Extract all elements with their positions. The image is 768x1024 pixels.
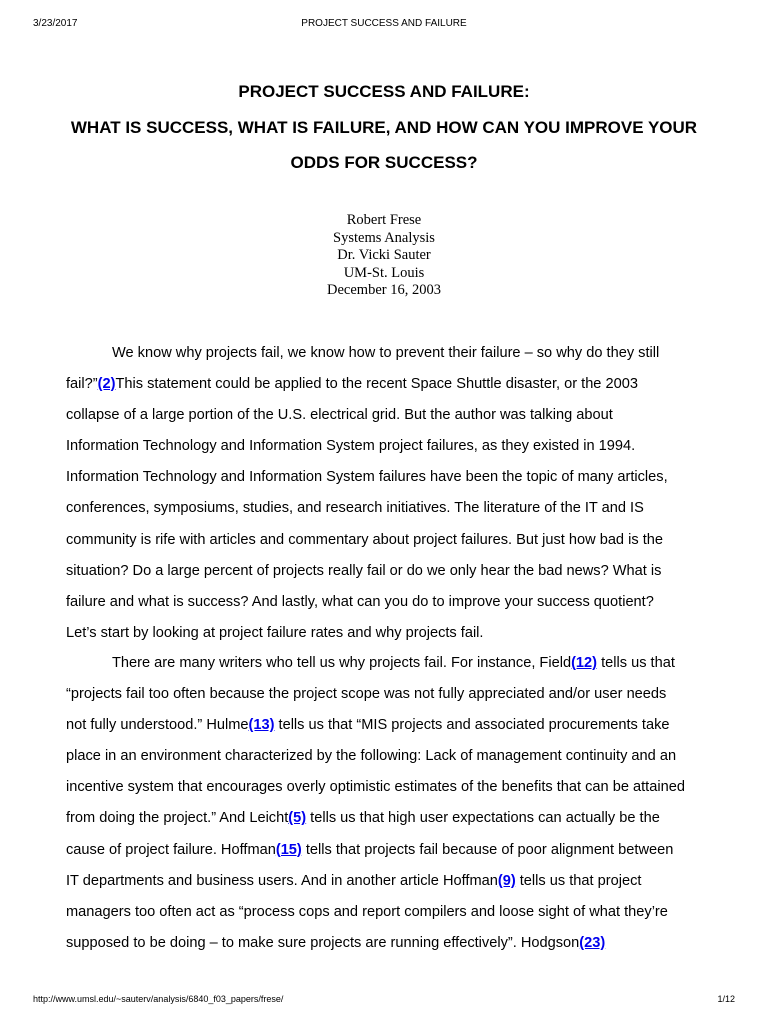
text-line: incentive system that encourages overly optimistic estimates of the benefits that can be attained [66,779,685,796]
page-number: 1/12 [717,994,735,1004]
text-line: “projects fail too often because the project scope was not fully appreciated and/or user needs [66,686,667,703]
text-line: We know why projects fail, we know how to prevent their failure – so why do they still [112,345,660,361]
title-line-1: PROJECT SUCCESS AND FAILURE: [238,82,530,101]
reference-link-9[interactable]: (9) [497,872,516,889]
text-line [66,928,716,959]
reference-link-15[interactable]: (15) [275,841,302,858]
instructor-name: Dr. Vicki Sauter [337,247,431,264]
text-line: Let’s start by looking at project failure rates and why projects fail. [66,624,484,641]
text-line: Information Technology and Information System project failures, as they existed in 1994. [66,438,636,455]
text-line: situation? Do a large percent of projects really fail or do we only hear the bad news? What is [66,562,662,579]
text-run: supposed to be doing – to make sure projects are running effectively”. Hodgson [66,934,580,951]
text-run: This statement could be applied to the recent Space Shuttle disaster, or the 2003 [115,376,638,393]
print-header [0,17,768,31]
reference-link-5[interactable]: (5) [288,810,307,827]
print-date: 3/23/2017 [33,18,78,29]
text-run: from doing the project.” And Leicht [66,810,289,827]
text-line: collapse of a large portion of the U.S. electrical grid. But the author was talking about [66,407,613,424]
text-line: Information Technology and Information System failures have been the topic of many articles, [66,469,668,486]
paragraph-2 [66,648,716,959]
text-line [66,835,716,866]
course-name: Systems Analysis [333,229,435,246]
text-run: tells us that “MIS projects and associated procurements take [274,717,670,734]
text-line: managers too often act as “process cops and report compilers and loose sight of what they’re [66,903,668,920]
text-run: There are many writers who tell us why projects fail. For instance, Field [112,655,572,671]
title-line-2: WHAT IS SUCCESS, WHAT IS FAILURE, AND HOW CAN YOU IMPROVE YOUR [70,117,698,137]
text-run: IT departments and business users. And in another article Hoffman [66,872,498,889]
text-run: fail?” [66,376,98,393]
text-run: tells us that high user expectations can actually be the [306,810,660,827]
title-line-3: ODDS FOR SUCCESS? [290,153,478,172]
print-footer [0,992,768,1006]
text-line [66,710,716,741]
text-line [66,369,716,400]
text-line: community is rife with articles and commentary about project failures. But just how bad is the [66,531,663,548]
reference-link-23[interactable]: (23) [579,934,606,951]
school-name: UM-St. Louis [343,264,425,281]
page-url: http://www.umsl.edu/~sauterv/analysis/6840_f03_papers/frese/ [33,994,284,1004]
text-run: not fully understood.” Hulme [66,717,249,734]
text-line: failure and what is success? And lastly, what can you do to improve your success quotient? [66,593,654,610]
text-run: cause of project failure. Hoffman [66,841,276,858]
text-line [66,648,716,679]
text-run: tells that projects fail because of poor alignment between [301,841,674,858]
text-line [66,866,716,897]
reference-link-2[interactable]: (2) [97,376,116,393]
author-name: Robert Frese [346,212,422,228]
reference-link-12[interactable]: (12) [571,655,598,671]
text-line [66,803,716,834]
print-title: PROJECT SUCCESS AND FAILURE [301,18,467,29]
text-line: conferences, symposiums, studies, and research initiatives. The literature of the IT and IS [66,500,644,517]
paragraph-1 [66,338,716,649]
reference-link-13[interactable]: (13) [248,717,275,734]
paper-date: December 16, 2003 [327,282,441,299]
text-line: place in an environment characterized by the following: Lack of management continuity and an [66,748,677,765]
document-title [0,74,768,181]
text-run: tells us that [597,655,675,671]
byline [0,212,768,300]
text-run: tells us that project [515,872,642,889]
